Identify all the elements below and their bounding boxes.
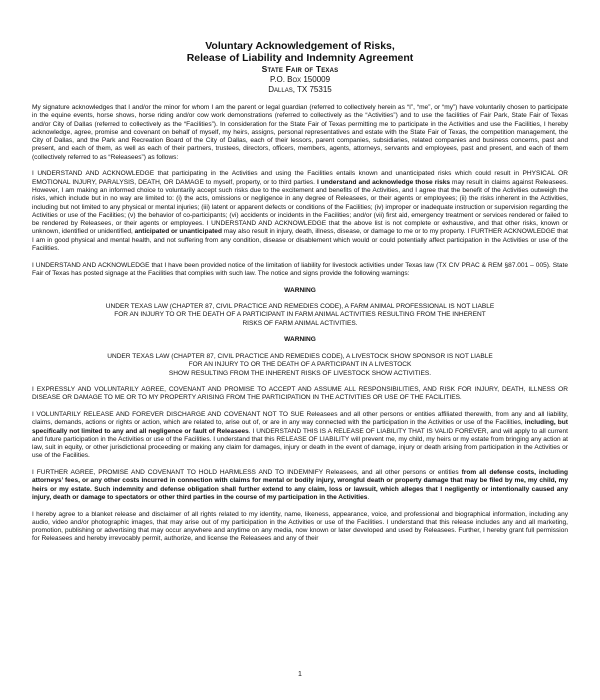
document-title-line-1: Voluntary Acknowledgement of Risks, [205,40,395,52]
warning-1-line-1: UNDER TEXAS LAW (CHAPTER 87, CIVIL PRACTICE AND REMEDIES CODE), A FARM ANIMAL PROFESSIONAL IS NOT LIABLE [105,303,495,311]
warning-heading-2: WARNING [284,336,316,344]
risks-text-3: may also result in injury, death, illness, disease, or damage to me or to my property. I FURTHER ACKNOWLEDGE that I am in good physical and mental health, and not suffering from any condition, disease or disablement which would or could potentially affect participation in the Activities or use of the Facilities. [32,228,568,253]
notice-paragraph: I UNDERSTAND AND ACKNOWLEDGE that I have been provided notice of the limitation of liability for livestock activities under Texas law (TX CIV PRAC & REM §87.001 – 005). State Fair of Texas has posted signage at the Facilities that complies with such law. The notice and signs provide the following warnings: [32,261,568,277]
document-title-line-2: Release of Liability and Indemnity Agreement [186,52,414,64]
warning-2-line-2: FOR AN INJURY TO OR THE DEATH OF A PARTICIPANT IN A LIVESTOCK [188,361,412,369]
indemnify-text-1: I FURTHER AGREE, PROMISE AND COVENANT TO HOLD HARMLESS AND TO INDEMNIFY Releasees, and all other persons or entities [32,469,462,477]
risks-text-bold-1: I understand and acknowledge those risks [316,178,451,186]
likeness-release-paragraph: I hereby agree to a blanket release and disclaimer of all rights related to my identity, name, likeness, appearance, voice, and professional and biographical information, including any audio, video and/or photographic images, that may arise out of my participation in the Activities or use of the Facilities. I understand that this release includes any and all marketing, promotion, publishing or advertising that may occur anywhere and anytime on any media, now known or later developed and used by Releasees. Further, I hereby grant full permission for Releasees and hereby irrevocably permit, authorize, and license the Releasees and any of their [32,510,568,543]
indemnify-text-bold: from all defense costs, including attorneys’ fees, or any other costs incurred in connection with claims for mental or bodily injury, wrongful death or property damage that may be filed by me, my child, my heirs or my estate. Such indemnity and defense obligation shall further extend to any claim, loss or lawsuit, which alleges that I negligently or intentionally caused any injury, death or damage to spectators or other third parties in the course of my participation in the Activities [32,469,568,501]
warning-text-2 [32,353,568,378]
release-text-bold: including, but specifically not limited to any and all negligence or fault of Releasees [32,419,568,435]
city-state-zip: Dallas, TX 75315 [268,85,332,94]
risks-text-bold-2: anticipated or unanticipated [134,228,222,236]
warning-text-1 [32,303,568,328]
intro-paragraph: My signature acknowledges that I and/or the minor for whom I am the parent or legal guardian (referred to collectively herein as “I”, “me”, or “my”) have voluntarily chosen to participate in the equine events, horse shows, horse riding and/or cow work demonstrations (referred to collectively as the “Activities”) and to use the facilities of Fair Park, State Fair of Texas and/or City of Dallas (referred to collectively as the “Facilities”). In consideration for the State Fair of Texas permitting me to participate in the Activities and use the Facilities, I hereby acknowledge, agree, promise and covenant on behalf of myself, my heirs, assigns, personal representatives and estate with the State Fair of Texas, the competition management, the City of Dallas, and the Park and Recreation Board of the City of Dallas, each of their lessors, parent companies, subsidiaries, related companies and business concerns, past and present, and each of them, as well as each of their partners, trustees, directors, officers, members, agents, attorneys, servants and employees, past and present, and each of them (collectively referred to as “Releasees”) as follows: [32,104,568,161]
release-text-1: I VOLUNTARILY RELEASE AND FOREVER DISCHARGE AND COVENANT NOT TO SUE Releasees and all other persons or entities affiliated therewith, from any and all liability, claims, demands, actions or rights or action, which are related to, arise out of, or are in any way connected with the participation in the Activities or use of the Facilities, [32,410,568,427]
release-text-2: . I UNDERSTAND THIS IS A RELEASE OF LIABILITY THAT IS VALID FOREVER, and will apply to all current and future participation in the Activities or use of the Facilities. I understand that this RELEASE OF LIABILITY will prevent me, my child, my heirs or my estate from bringing any action at law, suit in equity, or other jurisdictional proceeding or making any claim for damages, injury or death in the event of damage, injury or death arising from participation in the Activities or use of the Facilities. [32,427,568,460]
warning-1-line-3: RISKS OF FARM ANIMAL ACTIVITIES. [242,319,358,327]
organization-name: State Fair of Texas [261,64,339,74]
risks-paragraph [32,170,568,253]
po-box: P.O. Box 150009 [269,75,331,84]
page-number: 1 [298,671,302,678]
document-body [32,104,568,552]
assume-risk-paragraph: I EXPRESSLY AND VOLUNTARILY AGREE, COVENANT AND PROMISE TO ACCEPT AND ASSUME ALL RESPONSIBILITIES, AND RISK FOR INJURY, DEATH, ILLNESS OR DISEASE OR DAMAGE TO ME OR TO MY PROPERTY ARISING FROM THE PARTICIPATION IN THE ACTIVITIES OR USE OF THE FACILITIES. [32,386,568,402]
warning-2-line-3: SHOW RESULTING FROM THE INHERENT RISKS OF LIVESTOCK SHOW ACTIVITIES. [168,369,432,377]
document-header [0,40,600,95]
warning-2-line-1: UNDER TEXAS LAW (CHAPTER 87, CIVIL PRACTICE AND REMEDIES CODE), A LIVESTOCK SHOW SPONSOR IS NOT LIABLE [107,352,493,360]
risks-text-1: I UNDERSTAND AND ACKNOWLEDGE that participating in the Activities and using the Facilities entails known and unanticipated risks which could result in PHYSICAL OR EMOTIONAL INJURY, PARALYSIS, DEATH, OR DAMAGE to myself, property, or to third parties. [32,170,568,186]
risks-text-2: may result in claims against Releasees. However, I am making an informed choice to voluntarily accept such risks due to the excitement and benefits of the Activities, and I agree that the benefit of the Activities outweigh the risks, which include but in no way are limited to: (i) the acts, omissions or negligence in any degree of Releasees, or their agents or employees; (ii) the risks inherent in the Activities, including but not limited to any physical or mental injuries; (iii) latent or apparent defects or conditions of the Facilities; (iv) improper or inadequate instruction or supervision regarding the Activities or use of the Facilities; (v) the behavior of co-participants; (vi) accidents or incidents in the Facilities; and/or (vii) first aid, emergency treatment or services rendered or failed to be rendered by Releasees, or their agents or employees. I UNDERSTAND AND ACKNOWLEDGE that the above list is not complete or exhaustive, and that other risks, known or unknown, identified or unidentified, [32,178,568,236]
warning-heading-1: WARNING [284,286,316,294]
warning-1-line-2: FOR AN INJURY TO OR THE DEATH OF A PARTICIPANT IN FARM ANIMAL ACTIVITIES RESULTING FROM THE INHERENT [114,311,486,319]
indemnify-paragraph [32,469,568,502]
indemnify-text-2: . [367,493,370,501]
release-paragraph [32,411,568,461]
